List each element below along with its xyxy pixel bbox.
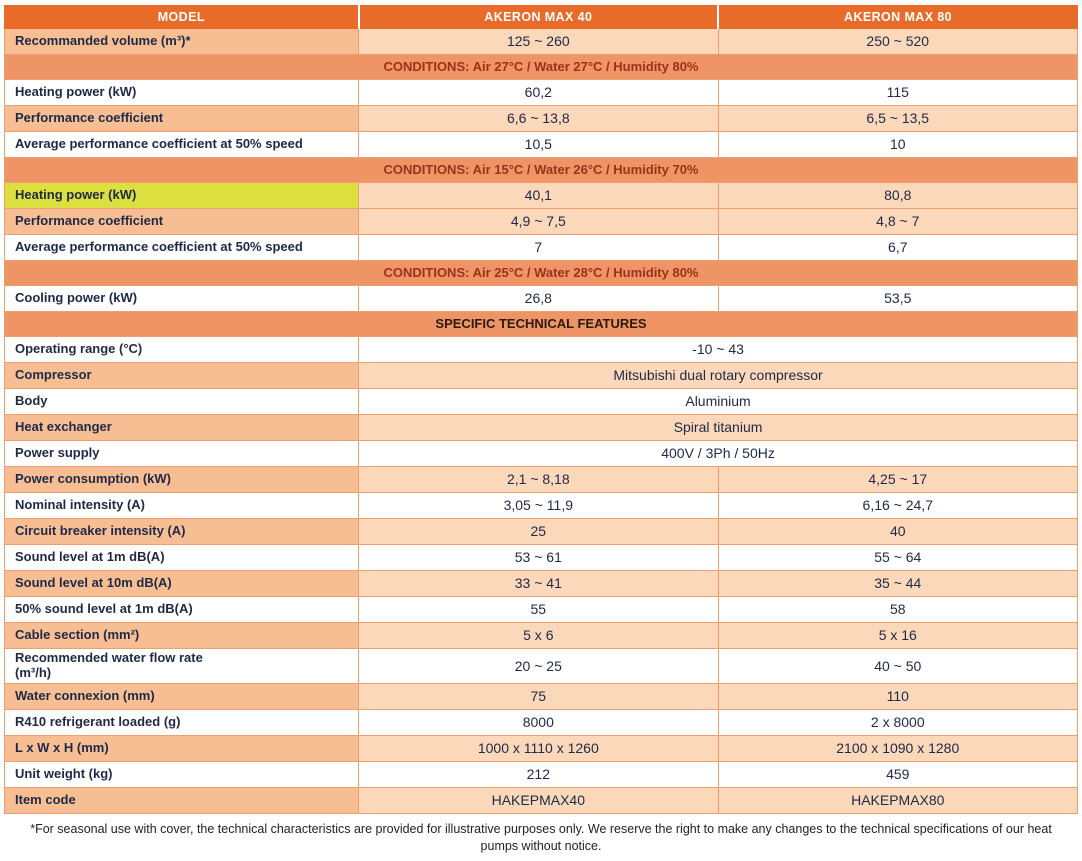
spec-row xyxy=(5,735,1078,761)
row-value-max40: 40,1 xyxy=(359,183,718,209)
row-label: Cable section (mm²) xyxy=(5,623,359,649)
spec-row xyxy=(5,761,1078,787)
row-label xyxy=(5,649,359,684)
row-value-max80: 2 x 8000 xyxy=(718,709,1077,735)
row-value-max40: 6,6 ~ 13,8 xyxy=(359,106,718,132)
row-label: Heating power (kW) xyxy=(5,183,359,209)
header-akeron-max-80: AKERON MAX 80 xyxy=(718,6,1077,29)
row-value: Spiral titanium xyxy=(359,415,1078,441)
row-value-max40: 8000 xyxy=(359,709,718,735)
row-label: Nominal intensity (A) xyxy=(5,493,359,519)
row-label: Performance coefficient xyxy=(5,209,359,235)
spec-table xyxy=(4,5,1078,814)
row-value-max40: 7 xyxy=(359,235,718,261)
row-value-max80: 80,8 xyxy=(718,183,1077,209)
row-label: Average performance coefficient at 50% speed xyxy=(5,132,359,158)
row-value-max40: 4,9 ~ 7,5 xyxy=(359,209,718,235)
row-value-max80: 53,5 xyxy=(718,286,1077,312)
section-row xyxy=(5,158,1078,183)
row-label-text: Recommended water flow rate (m³/h) xyxy=(15,650,203,680)
row-value-max80: 40 xyxy=(718,519,1077,545)
row-value-max40: 3,05 ~ 11,9 xyxy=(359,493,718,519)
spec-row xyxy=(5,389,1078,415)
spec-row xyxy=(5,132,1078,158)
spec-row xyxy=(5,29,1078,55)
row-label: Power supply xyxy=(5,441,359,467)
spec-row xyxy=(5,709,1078,735)
section-header: SPECIFIC TECHNICAL FEATURES xyxy=(5,312,1078,337)
row-value: Aluminium xyxy=(359,389,1078,415)
row-value-max80: 4,8 ~ 7 xyxy=(718,209,1077,235)
row-value-max40: 33 ~ 41 xyxy=(359,571,718,597)
spec-row xyxy=(5,787,1078,813)
section-row xyxy=(5,261,1078,286)
row-value: Mitsubishi dual rotary compressor xyxy=(359,363,1078,389)
spec-row xyxy=(5,493,1078,519)
spec-row xyxy=(5,519,1078,545)
row-value-max40: 125 ~ 260 xyxy=(359,29,718,55)
spec-row xyxy=(5,235,1078,261)
section-header: CONDITIONS: Air 15°C / Water 26°C / Humidity 70% xyxy=(5,158,1078,183)
row-label: L x W x H (mm) xyxy=(5,735,359,761)
header-akeron-max-40: AKERON MAX 40 xyxy=(359,6,718,29)
spec-row xyxy=(5,623,1078,649)
row-label: Body xyxy=(5,389,359,415)
row-label: 50% sound level at 1m dB(A) xyxy=(5,597,359,623)
row-label: Sound level at 10m dB(A) xyxy=(5,571,359,597)
row-value-max40: 25 xyxy=(359,519,718,545)
row-value-max40: 53 ~ 61 xyxy=(359,545,718,571)
row-value-max40: 2,1 ~ 8,18 xyxy=(359,467,718,493)
section-row xyxy=(5,312,1078,337)
row-value-max40: 55 xyxy=(359,597,718,623)
row-value-max80: 35 ~ 44 xyxy=(718,571,1077,597)
row-label: Heating power (kW) xyxy=(5,80,359,106)
spec-row xyxy=(5,545,1078,571)
row-label: Cooling power (kW) xyxy=(5,286,359,312)
spec-row xyxy=(5,337,1078,363)
row-value-max80: 250 ~ 520 xyxy=(718,29,1077,55)
spec-row xyxy=(5,467,1078,493)
row-value-max80: 6,7 xyxy=(718,235,1077,261)
row-label: Item code xyxy=(5,787,359,813)
row-value-max80: 115 xyxy=(718,80,1077,106)
row-label: Power consumption (kW) xyxy=(5,467,359,493)
spec-row xyxy=(5,183,1078,209)
row-label: R410 refrigerant loaded (g) xyxy=(5,709,359,735)
spec-row xyxy=(5,209,1078,235)
row-value-max40: 20 ~ 25 xyxy=(359,649,718,684)
row-value-max40: 10,5 xyxy=(359,132,718,158)
spec-table-body xyxy=(5,29,1078,814)
row-label: Circuit breaker intensity (A) xyxy=(5,519,359,545)
spec-row xyxy=(5,286,1078,312)
row-value-max80: 55 ~ 64 xyxy=(718,545,1077,571)
row-value-max40: 212 xyxy=(359,761,718,787)
spec-row xyxy=(5,363,1078,389)
spec-row xyxy=(5,415,1078,441)
spec-row xyxy=(5,649,1078,684)
row-value-max40: HAKEPMAX40 xyxy=(359,787,718,813)
spec-row xyxy=(5,571,1078,597)
section-header: CONDITIONS: Air 25°C / Water 28°C / Humidity 80% xyxy=(5,261,1078,286)
spec-row xyxy=(5,80,1078,106)
row-value-max80: HAKEPMAX80 xyxy=(718,787,1077,813)
row-value-max40: 75 xyxy=(359,683,718,709)
spec-row xyxy=(5,683,1078,709)
section-row xyxy=(5,55,1078,80)
row-label: Sound level at 1m dB(A) xyxy=(5,545,359,571)
row-value-max40: 5 x 6 xyxy=(359,623,718,649)
row-value-max80: 5 x 16 xyxy=(718,623,1077,649)
table-header-row xyxy=(5,6,1078,29)
row-label: Performance coefficient xyxy=(5,106,359,132)
spec-row xyxy=(5,597,1078,623)
row-label: Heat exchanger xyxy=(5,415,359,441)
section-header: CONDITIONS: Air 27°C / Water 27°C / Humidity 80% xyxy=(5,55,1078,80)
row-value-max80: 40 ~ 50 xyxy=(718,649,1077,684)
row-value-max40: 60,2 xyxy=(359,80,718,106)
spec-row xyxy=(5,441,1078,467)
row-value-max80: 10 xyxy=(718,132,1077,158)
header-model: MODEL xyxy=(5,6,359,29)
spec-row xyxy=(5,106,1078,132)
row-value-max80: 459 xyxy=(718,761,1077,787)
row-label: Average performance coefficient at 50% speed xyxy=(5,235,359,261)
row-value-max40: 1000 x 1110 x 1260 xyxy=(359,735,718,761)
row-label: Compressor xyxy=(5,363,359,389)
row-value-max80: 2100 x 1090 x 1280 xyxy=(718,735,1077,761)
row-value-max40: 26,8 xyxy=(359,286,718,312)
row-value-max80: 58 xyxy=(718,597,1077,623)
row-label: Unit weight (kg) xyxy=(5,761,359,787)
row-value-max80: 6,16 ~ 24,7 xyxy=(718,493,1077,519)
row-label: Water connexion (mm) xyxy=(5,683,359,709)
row-label: Operating range (°C) xyxy=(5,337,359,363)
row-value: -10 ~ 43 xyxy=(359,337,1078,363)
footnote: *For seasonal use with cover, the technical characteristics are provided for illustrative purposes only. We reserve the right to make any changes to the technical specifications of our heat pumps without notice. xyxy=(30,821,1052,853)
row-label: Recommanded volume (m³)* xyxy=(5,29,359,55)
row-value: 400V / 3Ph / 50Hz xyxy=(359,441,1078,467)
row-value-max80: 110 xyxy=(718,683,1077,709)
row-value-max80: 4,25 ~ 17 xyxy=(718,467,1077,493)
row-value-max80: 6,5 ~ 13,5 xyxy=(718,106,1077,132)
